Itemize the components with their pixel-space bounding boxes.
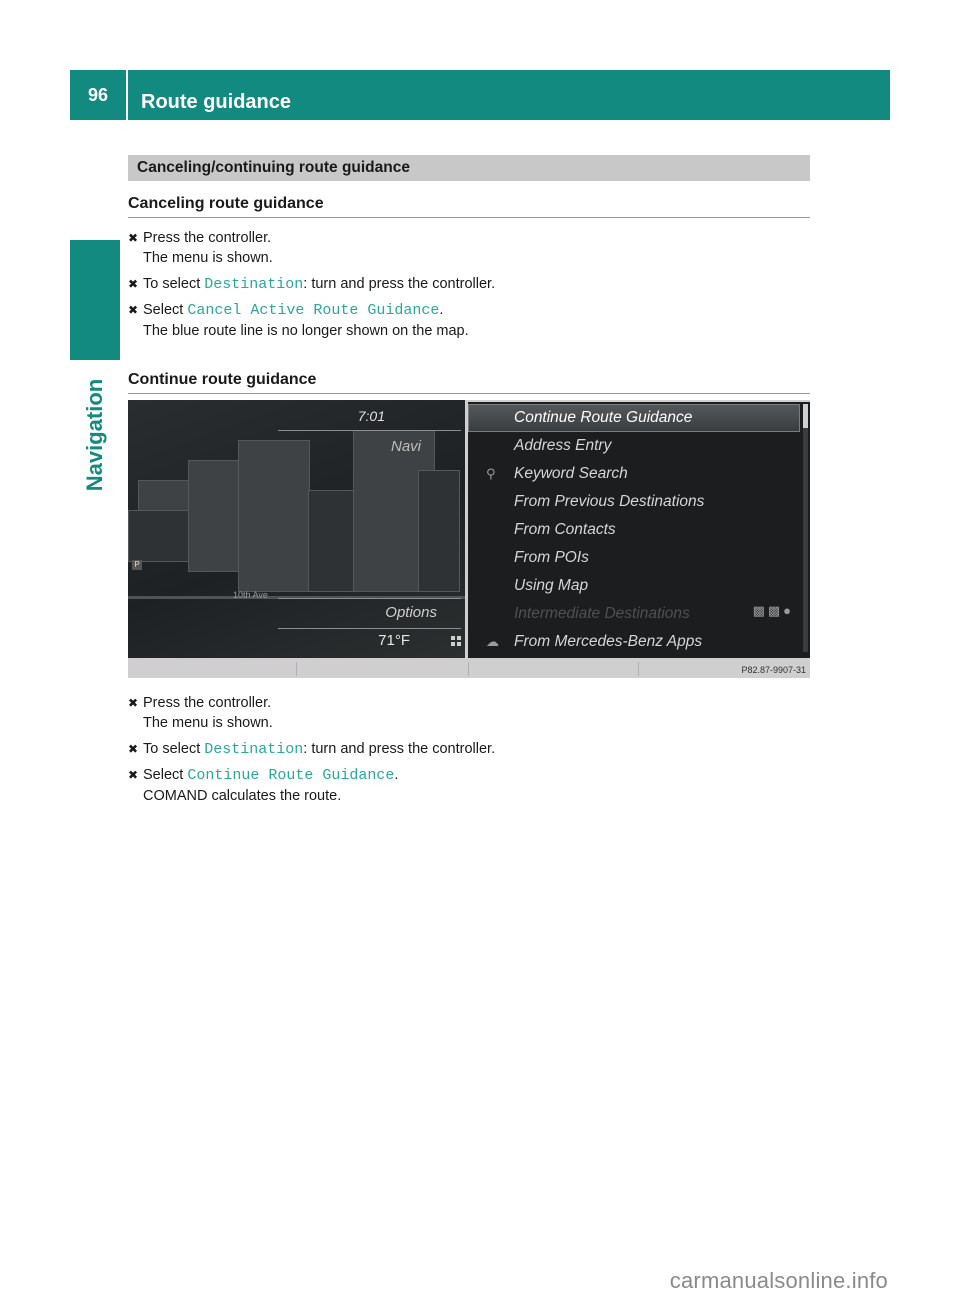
step-arrow-icon: ✖ (128, 277, 139, 291)
search-icon: ⚲ (486, 466, 496, 481)
header-divider (126, 70, 128, 120)
chapter-tab (70, 240, 120, 360)
step-arrow-icon: ✖ (128, 231, 139, 245)
ui-term-cancel-guidance: Cancel Active Route Guidance (187, 302, 440, 319)
map-view (128, 400, 465, 658)
cancel-step-3: ✖ Select Cancel Active Route Guidance. The blue route line is no longer shown on the map. (128, 302, 469, 339)
strip-divider (468, 662, 469, 676)
scrollbar-thumb[interactable] (803, 404, 808, 428)
temperature: 71°F (378, 632, 410, 649)
page-title: Route guidance (141, 91, 292, 113)
continue-step-2: ✖ To select Destination: turn and press the controller. (128, 741, 496, 758)
menu-item-continue-route-guidance[interactable]: Continue Route Guidance (514, 409, 693, 426)
status-divider (278, 430, 461, 431)
menu-item-using-map[interactable]: Using Map (514, 577, 589, 594)
apps-icon: ☁ (486, 634, 499, 649)
street-label: 10th Ave (233, 590, 268, 600)
menu-scrollbar[interactable] (803, 404, 808, 652)
parking-icon: P (132, 560, 142, 570)
menu-item-contacts[interactable]: From Contacts (514, 521, 616, 538)
ui-term-destination: Destination (204, 741, 304, 758)
menu-item-intermediate-destinations: Intermediate Destinations (514, 605, 690, 622)
cancel-step-1: ✖ Press the controller. The menu is shown. (128, 230, 273, 266)
strip-divider (296, 662, 297, 676)
strip-divider (638, 662, 639, 676)
page-number: 96 (87, 84, 109, 105)
figure-code: P82.87-9907-31 (741, 665, 806, 675)
bottom-divider (278, 628, 461, 629)
continue-step-3: ✖ Select Continue Route Guidance. COMAND calculates the route. (128, 767, 399, 804)
clock: 7:01 (357, 408, 385, 424)
continue-heading: Continue route guidance (128, 371, 810, 394)
menu-item-previous-destinations[interactable]: From Previous Destinations (514, 493, 705, 510)
step-arrow-icon: ✖ (128, 696, 139, 710)
options-menu[interactable]: Options (385, 604, 437, 621)
destination-menu (468, 402, 810, 658)
ui-term-continue-guidance: Continue Route Guidance (187, 767, 395, 784)
navi-menu-label[interactable]: Navi (390, 438, 421, 455)
watermark: carmanualsonline.info (669, 1268, 888, 1293)
chapter-label-text: Navigation (82, 378, 107, 492)
step-arrow-icon: ✖ (128, 768, 139, 782)
section-title: Canceling/continuing route guidance (128, 155, 810, 181)
options-divider (278, 598, 461, 599)
step-arrow-icon: ✖ (128, 303, 139, 317)
grid-icon[interactable] (451, 636, 461, 646)
comand-screen-figure (128, 400, 810, 678)
menu-item-mercedes-benz-apps[interactable]: From Mercedes-Benz Apps (514, 633, 703, 650)
continue-step-1: ✖ Press the controller. The menu is shown. (128, 695, 273, 731)
step-arrow-icon: ✖ (128, 742, 139, 756)
chapter-label (70, 365, 120, 505)
cancel-heading: Canceling route guidance (128, 195, 810, 218)
menu-item-pois[interactable]: From POIs (514, 549, 589, 566)
ui-term-destination: Destination (204, 276, 304, 293)
menu-item-address-entry[interactable]: Address Entry (514, 437, 612, 454)
destination-type-icons: ▩▩● (752, 603, 794, 618)
menu-item-keyword-search[interactable]: Keyword Search (514, 465, 628, 482)
cancel-step-2: ✖ To select Destination: turn and press the controller. (128, 276, 496, 293)
